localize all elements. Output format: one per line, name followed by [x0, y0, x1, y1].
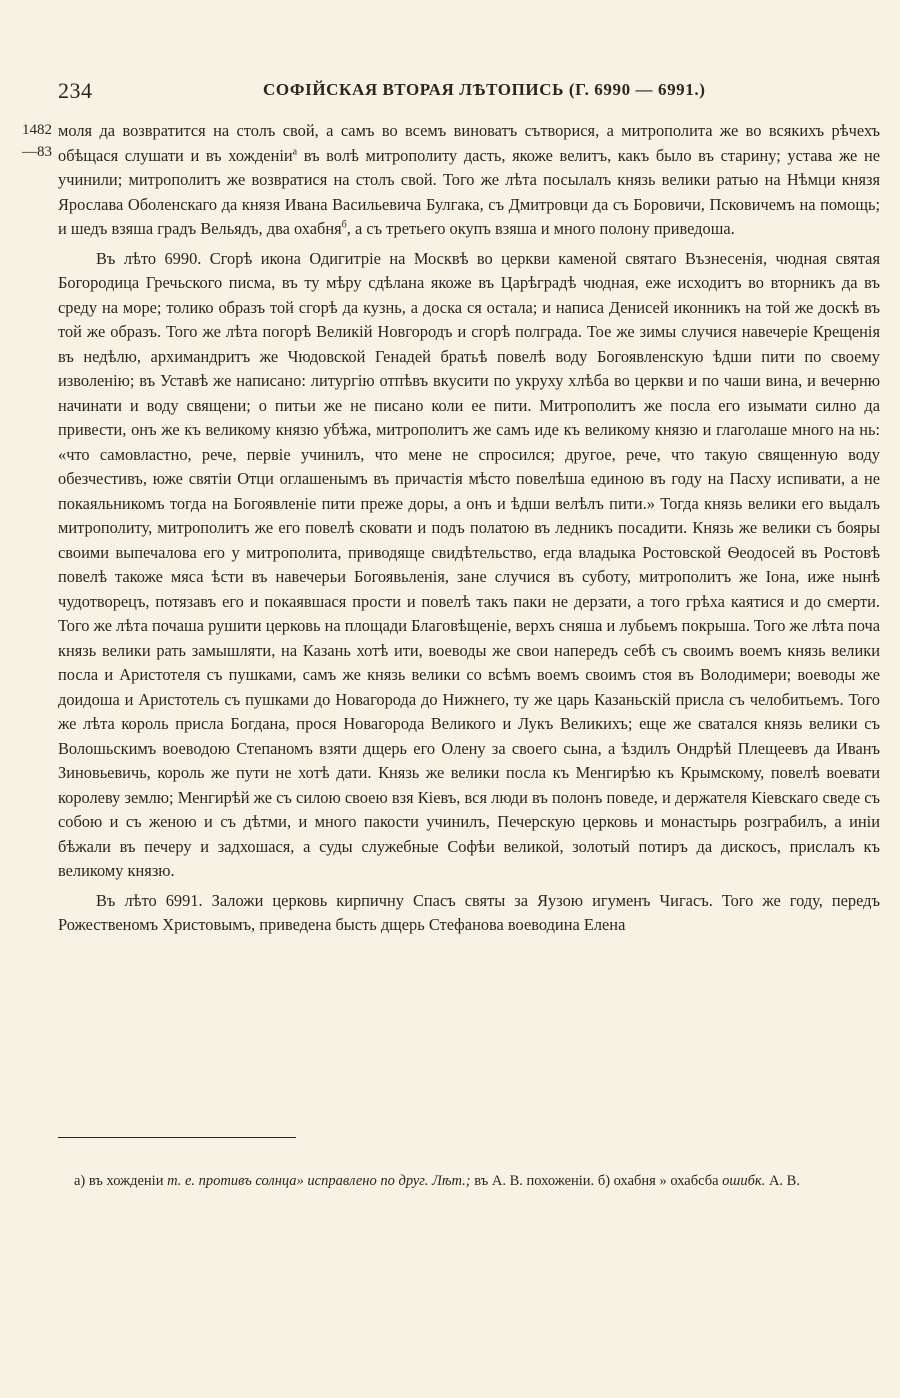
- footnote-ref-b: б: [341, 219, 347, 231]
- paragraph-6990: Въ лѣто 6990. Сгорѣ икона Одигитріе на Москвѣ во церкви каменой святаго Възнесенія, чюдная святая Богородица Гречьского писма, въ ту мѣру сдѣлана якоже въ Царѣградѣ чюдная, еже исходитъ во вторникъ да въ среду на море; толико образъ той сгорѣ да кузнь, а доска ся остала; и написа Денисей иконникъ на той же доскѣ въ той же образъ. Того же лѣта погорѣ Великій Новгородъ и сгорѣ полграда. Тое же зимы случися навечеріе Крещенія въ недѣлю, архимандритъ же Чюдовской Генадей братьѣ повелѣ воду Богоявленскую ѣдши пити по своему изволенію; въ Уставѣ же написано: литургію отпѣвъ вкусити по укруху хлѣба во церкви и по чаши вина, и вечерню начинати и воду священи; о питьи же не писано коли ее пити. Митрополитъ же посла его изымати силно да привести, онъ же къ великому князю убѣжа, митрополитъ же самъ иде къ великому князю и глаголаше много на нь: «что самовластно, рече, первіе учинилъ, что мене не спросился; другое, рече, что такую священную воду обезчестивъ, юже святіи Отци оглашенымъ въ причастія мѣсто повелѣша единою въ году на Пасху испивати, а не покаяльникомъ тогда на Богоявленіе пити преже доры, а онъ и ѣдши велѣлъ пити.» Тогда князь велики его выдалъ митрополиту, митрополитъ же его повелѣ сковати и подъ полатою въ ледникъ посадити. Князь же велики съ бояры своими выпечалова его у митрополита, приводяще свидѣтельство, егда владыка Ростовской Ѳеодосей въ Ростовѣ повелѣ такоже мяса ѣсти въ навечерьи Богоявьленія, зане случися въ суботу, митрополитъ же Іона, иже нынѣ чудотворецъ, потязавъ его и покаявшася прости и повелѣ такъ паки не дерзати, а того грѣха каятися и до смерти. Того же лѣта почаша рушити церковь на площади Благовѣщеніе, верхъ сняша и лубьемъ покрыша. Того же лѣта поча князь велики рать замышляти, на Казань хотѣ ити, воеводы же свои напередъ себѣ съ своимъ воемъ князь велики посла и Аристотеля съ пушками, самъ же князь велики со всѣмъ воемъ своимъ стоя въ Володимери; воеводы же доидоша и Аристотель съ пушками до Новагорода до Нижнего, ту же царь Казаньскій присла съ челобитьемъ. Того же лѣта король присла Богдана, прося Новагорода Великого и Лукъ Великихъ; еще же сватался князь велики съ Волошьскимъ воеводою Степаномъ взяти дщерь его Олену за своего сына, а ѣздилъ Ондрѣй Плещеевъ да Иванъ Зиновьевичь, король же пути не хотѣ дати. Князь же велики посла къ Менгирѣю къ Крымскому, повелѣ воевати королеву землю; Менгирѣй же съ силою своею взя Кіевъ, вся люди въ полонъ поведе, и держателя Кіевскаго сведе съ собою и съ женою и съ дѣтми, и много пакости учинилъ, Печерскую церковь и монастырь розграбилъ, а иніи бѣжали въ печеру и задхошася, а суды служебные Софѣи великой, золотый потиръ да дискосъ, прислалъ къ великому князю.: [58, 248, 880, 880]
- paragraph-1-part-a: моля да возвратится на столъ свой, а самъ во всемъ виноватъ сътворися, а митрополита же во всякихъ рѣчехъ обѣщася слушати и въ хожденіи: [58, 121, 880, 165]
- page-header: [58, 78, 872, 108]
- footnote-b-note: ошибк.: [722, 1173, 766, 1189]
- footnote-divider: [58, 1137, 296, 1138]
- paragraph-1-part-c: , а съ третьего окупъ взяша и много полону приведоша.: [346, 219, 735, 238]
- margin-year-end: —83: [22, 144, 52, 160]
- main-text: [58, 119, 880, 943]
- running-title: СОФІЙСКАЯ ВТОРАЯ ЛѢТОПИСЬ (Г. 6990 — 6991.): [263, 80, 706, 99]
- footnote-a-note: т. е. противъ солнца» исправлено по друг. Лѣт.;: [167, 1173, 471, 1189]
- footnote-b-tail: А. В.: [765, 1173, 800, 1189]
- paragraph-1: [58, 119, 880, 242]
- footnote-a-label: а) въ хожденіи: [74, 1173, 168, 1189]
- footnote-b-label: б) охабня » охабсба: [594, 1173, 723, 1189]
- footnotes: [74, 1168, 880, 1194]
- margin-year-start: 1482: [22, 122, 52, 138]
- paragraph-1-part-b: въ волѣ митрополиту дасть, якоже велитъ, какъ было въ старину; устава же не учинили; митрополитъ же возвратися на столъ свой. Того же лѣта посылалъ князь велики ратью на Нѣмци князя Ярослава Оболенскаго да князя Ивана Васильевича Булгака, съ Дмитровци да съ Боровичи, Псковичемъ на помощь; и шедъ взяша градъ Вельядъ, два охабня: [58, 145, 881, 238]
- page-number: 234: [58, 78, 93, 103]
- paragraph-6991: Въ лѣто 6991. Заложи церковь кирпичну Спасъ святы за Яузою игуменъ Чигасъ. Того же году, передъ Рожественомъ Христовымъ, приведена бысть дщерь Стефанова воеводина Елена: [58, 890, 880, 934]
- footnote-a-tail: въ А. В. похоженіи.: [470, 1173, 595, 1189]
- footnote-ref-a: а: [292, 146, 298, 158]
